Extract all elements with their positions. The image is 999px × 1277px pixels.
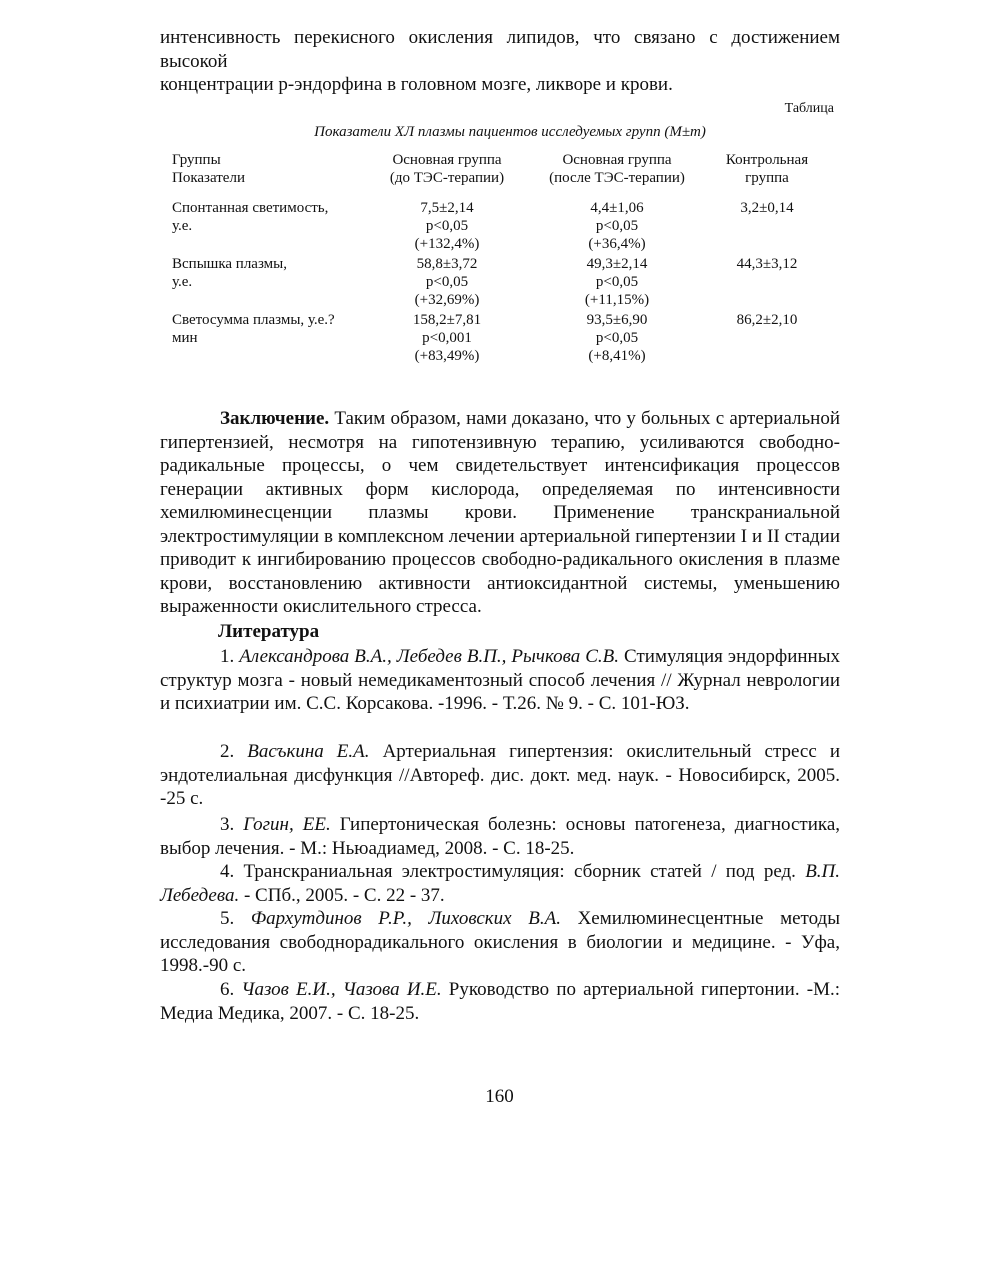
- cell-control: 86,2±2,10: [736, 312, 798, 328]
- reference-item: 1. Александрова В.А., Лебедев В.П., Рычкова С.В. Стимуляция эндорфинных структур мозга - новый немедикаментозный способ лечения // Журнал неврологии и психиатрии им. С.С. Корсакова. -1996. - Т.26. № 9. - С. 101-ЮЗ.: [160, 646, 840, 714]
- header-main-before: Основная группа (до ТЭС-терапии): [389, 152, 505, 186]
- row-label: Спонтанная светимость, у.е.: [172, 200, 329, 234]
- conclusion-paragraph: [160, 407, 840, 619]
- row-label: Светосумма плазмы, у.е.? мин: [172, 312, 335, 346]
- table-caption: Таблица: [784, 101, 834, 116]
- reference-item: 6. Чазов Е.И., Чазова И.Е. Руководство по артериальной гипертонии. -М.: Медиа Медика, 2007. - С. 18-25.: [160, 979, 841, 1024]
- conclusion-heading: Заключение.: [220, 408, 330, 429]
- intro-line-1: интенсивность перекисного окисления липидов, что связано с достижением высокой: [160, 27, 840, 72]
- reference-authors: Гогин, ЕЕ.: [243, 814, 331, 835]
- table-row: [172, 255, 832, 311]
- conclusion-text: Таким образом, нами доказано, что у больных с артериальной гипертензией, несмотря на гипотензивную терапию, усиливаются свободно-радикальные процессы, о чем свидетельствует интенсификация процессов генерации активных форм кислорода, определяемая по интенсивности хемилюминесценции плазмы крови. Применение транскраниальной электростимуляции в комплексном лечении артериальной гипертензии I и II стадии приводит к ингибированию процессов свободно-радикального окисления в плазме крови, восстановлению активности антиоксидантной системы, уменьшению выраженности окислительного стресса.: [160, 408, 840, 617]
- results-table: [172, 151, 832, 367]
- reference-authors: Васъкина Е.А.: [247, 741, 370, 762]
- table-row: [172, 199, 832, 255]
- header-indicators: Группы Показатели: [172, 152, 245, 186]
- cell-after: 4,4±1,06 p<0,05 (+36,4%): [588, 200, 646, 252]
- intro-line-2: концентрации р-эндорфина в головном мозге, ликворе и крови.: [160, 74, 673, 95]
- reference-authors: Чазов Е.И., Чазова И.Е.: [241, 979, 442, 1000]
- header-control: Контрольная группа: [725, 152, 809, 186]
- cell-control: 3,2±0,14: [740, 200, 794, 216]
- reference-item: 4. Транскраниальная электростимуляция: сборник статей / под ред. В.П. Лебедева. - СПб., 2005. - С. 22 - 37.: [160, 861, 841, 906]
- reference-item: 5. Фархутдинов Р.Р., Лиховских В.А. Хемилюминесцентные методы исследования свободнорадикального окисления в биологии и медицине. - Уфа, 1998.-90 с.: [160, 908, 840, 976]
- cell-before: 158,2±7,81 p<0,001 (+83,49%): [412, 312, 482, 364]
- reference-authors: Фархутдинов Р.Р., Лиховских В.А.: [250, 908, 561, 929]
- cell-after: 93,5±6,90 p<0,05 (+8,41%): [586, 312, 648, 364]
- page-number: 160: [485, 1086, 514, 1107]
- reference-authors: Александрова В.А., Лебедев В.П., Рычкова С.В.: [239, 646, 620, 667]
- reference-item: 3. Гогин, ЕЕ. Гипертоническая болезнь: основы патогенеза, диагностика, выбор лечения. - М.: Ньюадиамед, 2008. - С. 18-25.: [160, 814, 841, 859]
- table-header-row: [172, 151, 832, 199]
- cell-before: 58,8±3,72 p<0,05 (+32,69%): [414, 256, 480, 308]
- intro-paragraph: [160, 26, 840, 97]
- table-title: Показатели ХЛ плазмы пациентов исследуемых групп (М±m): [314, 124, 706, 140]
- cell-control: 44,3±3,12: [736, 256, 798, 272]
- reference-item: 2. Васъкина Е.А. Артериальная гипертензия: окислительный стресс и эндотелиальная дисфункция //Автореф. дис. докт. мед. наук. - Новосибирск, 2005. -25 с.: [160, 741, 840, 809]
- reference-authors: В.П. Лебедева.: [160, 861, 841, 906]
- header-main-after: Основная группа (после ТЭС-терапии): [549, 152, 685, 186]
- row-label: Вспышка плазмы, у.е.: [172, 256, 287, 290]
- cell-before: 7,5±2,14 p<0,05 (+132,4%): [414, 200, 480, 252]
- literature-heading: Литература: [218, 621, 320, 642]
- cell-after: 49,3±2,14 p<0,05 (+11,15%): [584, 256, 650, 308]
- table-row: [172, 311, 832, 367]
